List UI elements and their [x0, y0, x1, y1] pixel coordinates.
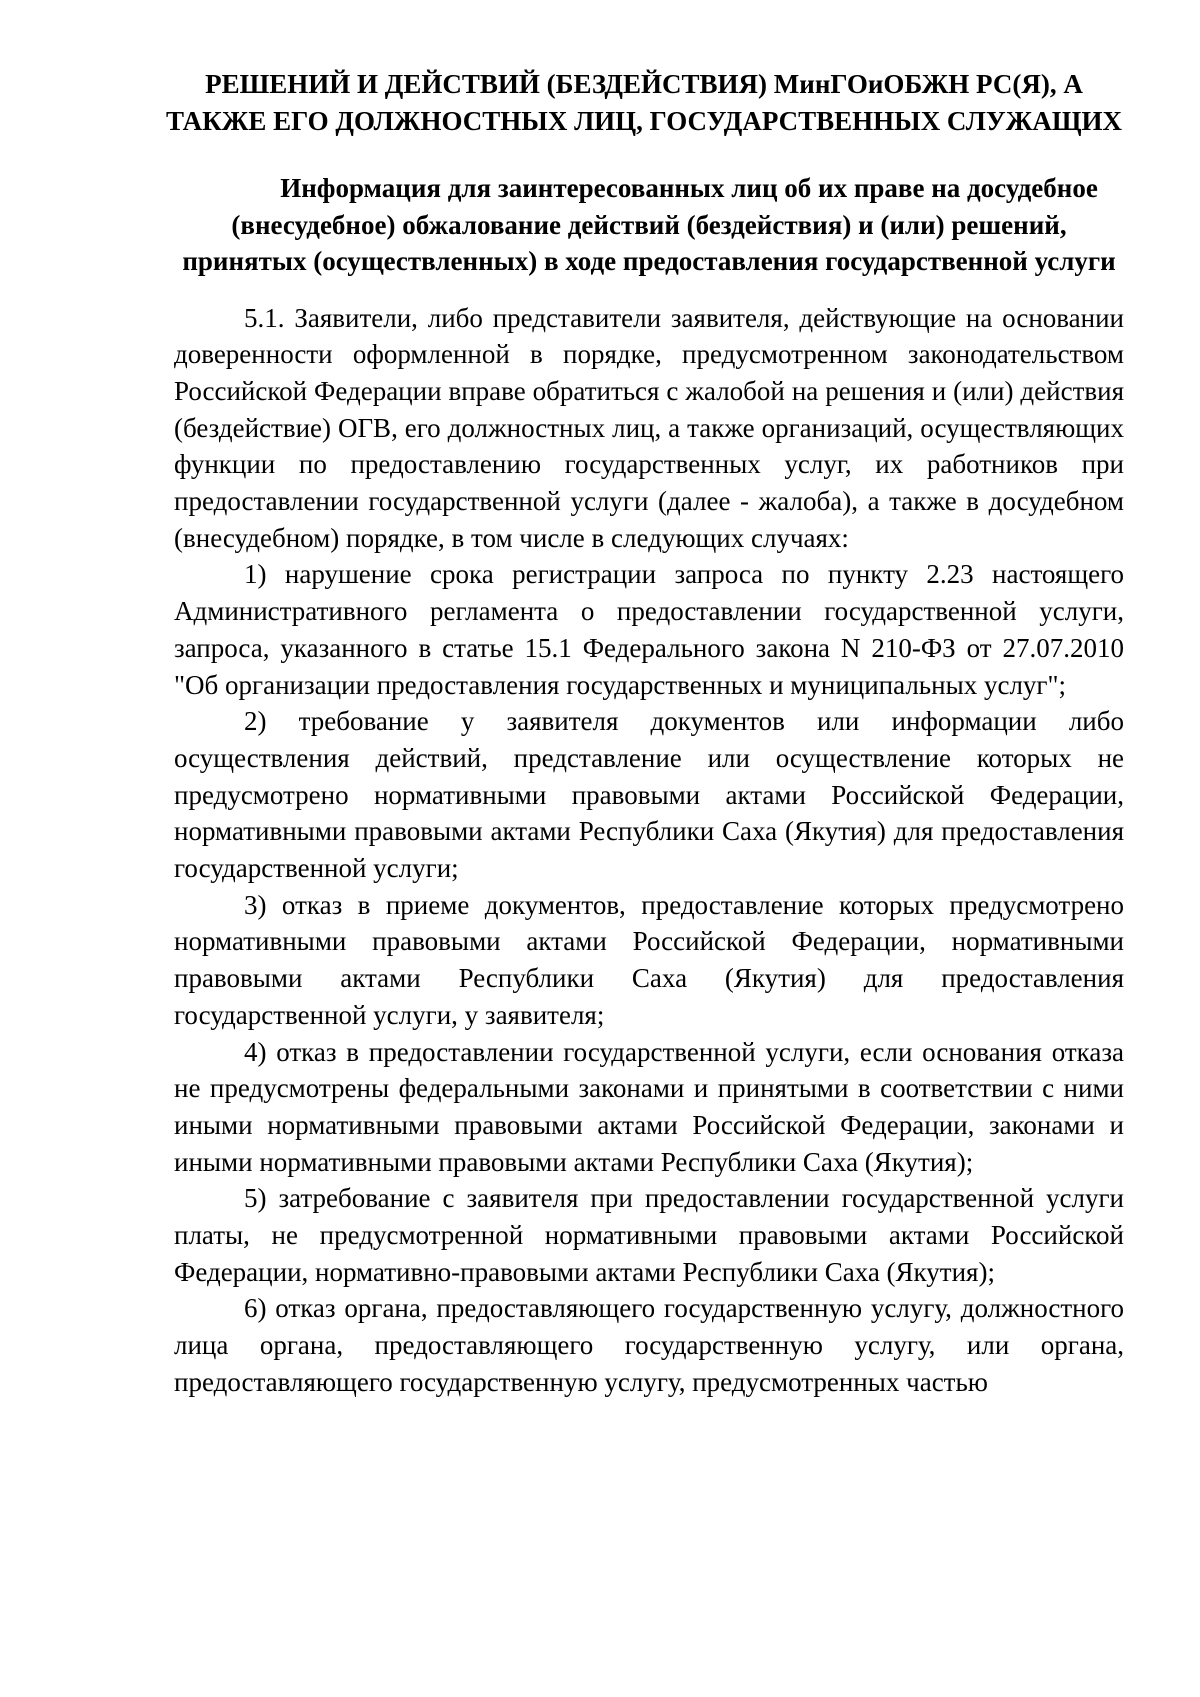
list-item-3: 3) отказ в приеме документов, предоставление которых предусмотрено нормативными правовыми актами Российской Федерации, нормативными правовыми актами Республики Саха (Якутия) для предоставления государственной услуги, у заявителя;	[174, 889, 1124, 1030]
list-item-1: 1) нарушение срока регистрации запроса по пункту 2.23 настоящего Административного регламента о предоставлении государственной услуги, запроса, указанного в статье 15.1 Федерального закона N 210-ФЗ от 27.07.2010 "Об организации предоставления государственных и муниципальных услуг";	[174, 559, 1124, 700]
document-subtitle: Информация для заинтересованных лиц об их праве на досудебное (внесудебное) обжалование действий (бездействия) и (или) решений, принятых (осуществленных) в ходе предоставления государственной услуги	[182, 173, 1116, 276]
document-title: РЕШЕНИЙ И ДЕЙСТВИЙ (БЕЗДЕЙСТВИЯ) МинГОиОБЖН РС(Я), А ТАКЖЕ ЕГО ДОЛЖНОСТНЫХ ЛИЦ, ГОСУДАРСТВЕННЫХ СЛУЖАЩИХ	[165, 69, 1123, 136]
document-page	[165, 66, 1124, 1401]
paragraph-5-1: 5.1. Заявители, либо представители заявителя, действующие на основании доверенности оформленной в порядке, предусмотренном законодательством Российской Федерации вправе обратиться с жалобой на решения и (или) действия (бездействие) ОГВ, его должностных лиц, а также организаций, осуществляющих функции по предоставлению государственных услуг, их работников при предоставлении государственной услуги (далее - жалоба), а также в досудебном (внесудебном) порядке, в том числе в следующих случаях:	[174, 302, 1124, 553]
list-item-6: 6) отказ органа, предоставляющего государственную услугу, должностного лица органа, предоставляющего государственную услугу, или органа, предоставляющего государственную услугу, предусмотренных частью	[174, 1293, 1124, 1397]
list-item-5: 5) затребование с заявителя при предоставлении государственной услуги платы, не предусмотренной нормативными правовыми актами Российской Федерации, нормативно-правовыми актами Республики Саха (Якутия);	[174, 1183, 1124, 1287]
list-item-4: 4) отказ в предоставлении государственной услуги, если основания отказа не предусмотрены федеральными законами и принятыми в соответствии с ними иными нормативными правовыми актами Российской Федерации, законами и иными нормативными правовыми актами Республики Саха (Якутия);	[174, 1036, 1124, 1177]
list-item-2: 2) требование у заявителя документов или информации либо осуществления действий, представление или осуществление которых не предусмотрено нормативными правовыми актами Российской Федерации, нормативными правовыми актами Республики Саха (Якутия) для предоставления государственной услуги;	[174, 706, 1124, 884]
